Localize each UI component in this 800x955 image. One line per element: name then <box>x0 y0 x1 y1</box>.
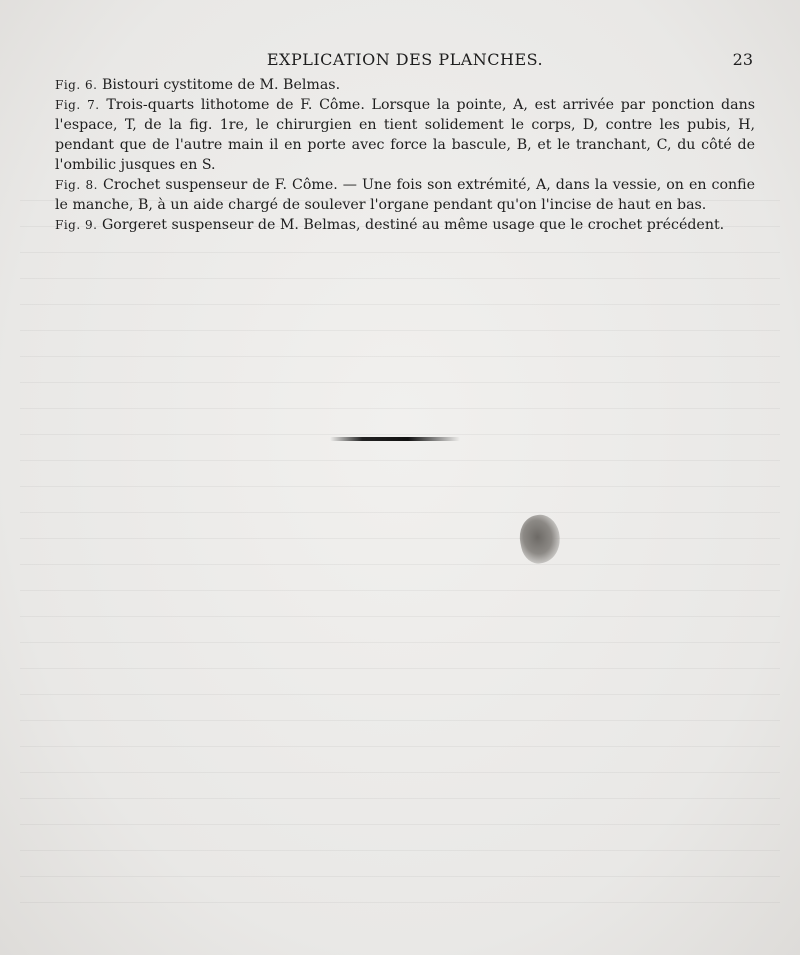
figure-description: Bistouri cystitome de M. Belmas. <box>101 77 341 93</box>
figure-description: Gorgeret suspenseur de M. Belmas, destiné au même usage que le crochet précédent. <box>101 217 725 233</box>
figure-entry <box>55 175 755 215</box>
page-header <box>55 50 755 74</box>
figure-description: Crochet suspenseur de F. Côme. — Une fois son extrémité, A, dans la vessie, on en confie le manche, B, à un aide chargé de soulever l'organe pendant qu'on l'incise de haut en bas. <box>55 177 755 213</box>
figure-list <box>55 75 755 235</box>
running-title: EXPLICATION DES PLANCHES. <box>266 50 544 69</box>
figure-label: Fig. 8. <box>55 178 98 192</box>
page-number: 23 <box>732 50 753 69</box>
figure-entry <box>55 95 755 175</box>
figure-label: Fig. 6. <box>55 78 98 92</box>
figure-label: Fig. 9. <box>55 218 98 232</box>
figure-entry <box>55 75 755 95</box>
ink-stroke <box>330 437 460 441</box>
figure-description: Trois-quarts lithotome de F. Côme. Lorsque la pointe, A, est arrivée par ponction dans l'espace, T, de la fig. 1re, le chirurgien en tient solidement le corps, D, contre les pubis, H, pendant que de l'autre main il en porte avec force la bascule, B, et le tranchant, C, du côté de l'ombilic jusques en S. <box>55 97 755 173</box>
show-through-text <box>20 200 780 920</box>
figure-entry <box>55 215 755 235</box>
figure-label: Fig. 7. <box>55 98 100 112</box>
